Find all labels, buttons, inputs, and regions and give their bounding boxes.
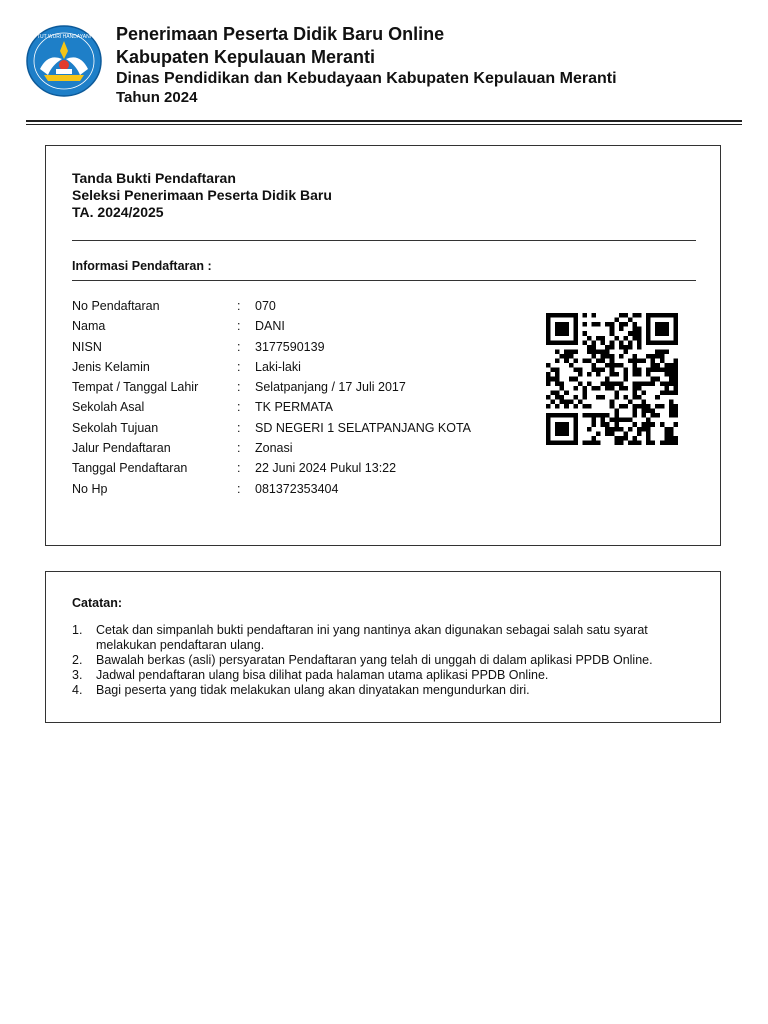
info-label: No Pendaftaran bbox=[72, 299, 160, 313]
info-colon: : bbox=[237, 339, 241, 354]
info-label: Jenis Kelamin bbox=[72, 359, 150, 374]
info-row-destination-school bbox=[72, 420, 532, 440]
info-label: Sekolah Asal bbox=[72, 400, 145, 415]
info-colon: : bbox=[237, 441, 241, 456]
info-label: No Hp bbox=[72, 481, 108, 496]
info-row-birth-place-date bbox=[72, 379, 532, 399]
header-divider-thin bbox=[26, 124, 742, 125]
header-title-region: Kabupaten Kepulauan Meranti bbox=[116, 47, 376, 67]
info-row-name bbox=[72, 318, 532, 338]
info-value: SD NEGERI 1 SELATPANJANG KOTA bbox=[255, 420, 472, 435]
note-item bbox=[72, 683, 702, 698]
note-item bbox=[72, 653, 702, 668]
note-text: Bagi peserta yang tidak melakukan ulang akan dinyatakan mengundurkan diri. bbox=[96, 683, 530, 697]
registration-info-heading: Informasi Pendaftaran : bbox=[72, 259, 212, 273]
notes-card bbox=[45, 571, 721, 723]
info-value: 3177590139 bbox=[255, 339, 325, 354]
info-label: Tanggal Pendaftaran bbox=[72, 461, 188, 476]
receipt-divider-top bbox=[72, 240, 696, 241]
note-text: Bawalah berkas (asli) persyaratan Pendaftaran yang telah di unggah di dalam aplikasi PPDB Online. bbox=[96, 653, 653, 667]
info-colon: : bbox=[237, 319, 241, 334]
info-label: Tempat / Tanggal Lahir bbox=[72, 380, 199, 395]
info-value: TK PERMATA bbox=[255, 400, 334, 415]
info-colon: : bbox=[237, 481, 241, 496]
info-value: Zonasi bbox=[255, 441, 293, 456]
info-label: Nama bbox=[72, 319, 106, 334]
note-item bbox=[72, 623, 702, 653]
info-value: Laki-laki bbox=[255, 359, 301, 374]
note-text: Jadwal pendaftaran ulang bisa dilihat pada halaman utama aplikasi PPDB Online. bbox=[96, 668, 549, 682]
info-colon: : bbox=[237, 400, 241, 415]
note-number: 2. bbox=[72, 653, 83, 667]
note-number: 1. bbox=[72, 623, 83, 637]
info-row-nisn bbox=[72, 339, 532, 359]
qr-code-icon bbox=[541, 313, 683, 445]
registration-info-list bbox=[72, 298, 532, 501]
receipt-subtitle: Seleksi Penerimaan Peserta Didik Baru bbox=[72, 187, 332, 203]
receipt-academic-year: TA. 2024/2025 bbox=[72, 204, 164, 220]
notes-heading: Catatan: bbox=[72, 596, 123, 610]
registration-receipt-card bbox=[45, 145, 721, 546]
info-row-gender bbox=[72, 359, 532, 379]
note-number: 4. bbox=[72, 683, 83, 697]
info-row-registration-path bbox=[72, 440, 532, 460]
tut-wuri-handayani-logo-icon bbox=[26, 25, 102, 97]
notes-list bbox=[72, 623, 702, 698]
info-colon: : bbox=[237, 461, 241, 476]
info-value: Selatpanjang / 17 Juli 2017 bbox=[255, 380, 406, 395]
logo-motto: TUT WURI HANDAYANI bbox=[36, 34, 92, 40]
info-colon: : bbox=[237, 299, 241, 313]
note-number: 3. bbox=[72, 668, 83, 682]
info-row-registration-number bbox=[72, 298, 532, 318]
info-value: 081372353404 bbox=[255, 481, 339, 496]
receipt-title: Tanda Bukti Pendaftaran bbox=[72, 170, 236, 186]
info-label: Sekolah Tujuan bbox=[72, 420, 159, 435]
info-row-phone bbox=[72, 481, 532, 501]
header-title-agency: Dinas Pendidikan dan Kebudayaan Kabupaten Kepulauan Meranti bbox=[116, 70, 617, 87]
info-value: DANI bbox=[255, 319, 285, 334]
note-item bbox=[72, 668, 702, 683]
receipt-divider-bottom bbox=[72, 280, 696, 281]
note-text: Cetak dan simpanlah bukti pendaftaran ini yang nantinya akan digunakan sebagai salah satu syarat melakukan pendaftaran ulang. bbox=[96, 623, 648, 652]
info-value: 22 Juni 2024 Pukul 13:22 bbox=[255, 461, 397, 476]
header-title-year: Tahun 2024 bbox=[116, 89, 198, 106]
info-colon: : bbox=[237, 420, 241, 435]
info-label: Jalur Pendaftaran bbox=[72, 441, 171, 456]
info-colon: : bbox=[237, 359, 241, 374]
info-label: NISN bbox=[72, 339, 102, 354]
info-value: 070 bbox=[255, 299, 276, 313]
page-header bbox=[0, 0, 768, 125]
header-divider-thick bbox=[26, 120, 742, 122]
info-colon: : bbox=[237, 380, 241, 395]
info-row-registration-date bbox=[72, 460, 532, 480]
info-row-origin-school bbox=[72, 399, 532, 419]
header-title-program: Penerimaan Peserta Didik Baru Online bbox=[116, 24, 445, 44]
